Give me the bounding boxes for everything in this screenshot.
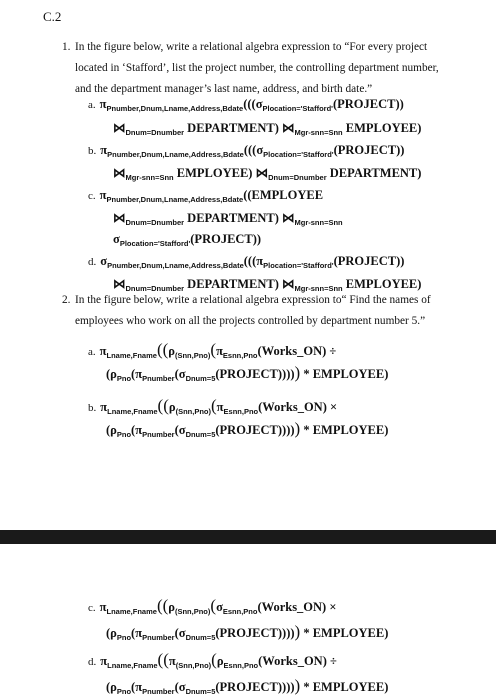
selection-symbol: σ xyxy=(255,97,263,111)
selection-condition: Dnum=5 xyxy=(185,633,216,642)
open-paren: ( xyxy=(131,423,136,437)
q1-option-c-label: c. xyxy=(88,190,96,202)
join-symbol: ⋈ xyxy=(255,166,269,180)
q1-option-b-line-1[interactable] xyxy=(88,143,404,158)
relation-name: EMPLOYEE xyxy=(251,188,324,202)
page-divider xyxy=(0,530,496,544)
relation-name: (Works_ON) xyxy=(257,344,327,358)
projection-symbol: π xyxy=(99,188,107,202)
open-paren: ( xyxy=(131,680,136,694)
join-symbol: ⋈ xyxy=(281,277,295,291)
relation-name: (Works_ON) xyxy=(257,600,327,614)
relation-name: EMPLOYEE) xyxy=(312,367,389,381)
relation-name: (PROJECT)))) xyxy=(215,367,295,381)
join-symbol: ⋈ xyxy=(281,211,295,225)
page-bottom xyxy=(0,544,496,700)
join-condition: Mgr-snn=Snn xyxy=(294,218,343,227)
projection-attributes: Lname,Fname xyxy=(106,607,157,616)
question-1-number: 1. xyxy=(62,41,71,53)
projection-condition: Plocation='Stafford' xyxy=(263,261,334,270)
rename-symbol: ρ xyxy=(168,400,176,414)
relation-name: DEPARTMENT) xyxy=(187,277,279,291)
relation-name: (PROJECT)) xyxy=(190,232,262,246)
open-parens: ((( xyxy=(243,254,257,268)
relation-name: EMPLOYEE) xyxy=(345,277,422,291)
q1-option-a-line-1[interactable] xyxy=(88,97,404,112)
relation-name: EMPLOYEE) xyxy=(312,423,389,437)
selection-symbol: σ xyxy=(178,367,186,381)
open-parens: (( xyxy=(243,188,252,202)
projection-attributes: Pnumber xyxy=(142,430,175,439)
relation-name: DEPARTMENT) xyxy=(329,166,422,180)
selection-condition: Plocation='Stafford' xyxy=(119,239,191,248)
selection-condition: Dnum=5 xyxy=(185,430,216,439)
projection-attributes: Lname,Fname xyxy=(106,351,157,360)
rename-symbol: (ρ xyxy=(106,680,117,694)
rename-attributes: Pno xyxy=(116,687,132,696)
rename-attributes: (Snn,Pno) xyxy=(175,407,211,416)
open-paren: ( xyxy=(174,626,179,640)
q2-option-a-line-2 xyxy=(106,363,388,383)
close-paren: ) xyxy=(294,419,301,438)
open-paren: ( xyxy=(174,423,179,437)
relation-name: EMPLOYEE) xyxy=(312,680,389,694)
natural-join-operator: * xyxy=(303,680,310,694)
projection-attributes: Pnumber,Dnum,Lname,Address,Bdate xyxy=(106,195,244,204)
division-operator: ÷ xyxy=(329,344,337,358)
join-condition: Dnum=Dnumber xyxy=(268,173,327,182)
join-symbol: ⋈ xyxy=(113,211,126,225)
question-2-line-1: In the figure below, write a relational algebra expression to“ Find the names of xyxy=(75,294,431,306)
relation-name: (PROJECT)))) xyxy=(215,423,295,437)
projection-attributes: (Snn,Pno) xyxy=(175,661,212,670)
section-heading: C.2 xyxy=(43,9,62,24)
join-condition: Mgr-snn=Snn xyxy=(294,284,343,293)
q1-option-c-line-1[interactable] xyxy=(88,188,323,203)
close-paren: ) xyxy=(294,622,301,641)
open-paren: ( xyxy=(211,396,217,415)
rename-symbol: ρ xyxy=(168,344,175,358)
q2-option-d-line-2 xyxy=(106,676,388,696)
question-1-line-1: In the figure below, write a relational algebra expression to “For every project xyxy=(75,41,428,53)
q2-option-c-line-1[interactable] xyxy=(88,596,336,616)
q2-option-b-line-2 xyxy=(106,419,388,439)
projection-attributes: Pnumber xyxy=(142,687,175,696)
selection-symbol: σ xyxy=(178,626,186,640)
selection-symbol: σ xyxy=(113,232,120,246)
q2-option-c-label: c. xyxy=(88,602,96,614)
projection-symbol: π xyxy=(99,97,107,111)
join-condition: Dnum=Dnumber xyxy=(125,128,185,137)
selection-attributes: Pnumber,Dnum,Lname,Address,Bdate xyxy=(107,261,244,270)
projection-symbol: π xyxy=(99,344,107,358)
close-paren: ) xyxy=(294,676,301,695)
open-paren: ( xyxy=(174,367,179,381)
projection-symbol: π xyxy=(100,400,108,414)
relation-name: (Works_ON) xyxy=(258,400,327,414)
natural-join-operator: * xyxy=(303,423,310,437)
selection-symbol: σ xyxy=(178,680,186,694)
natural-join-operator: * xyxy=(303,367,310,381)
join-symbol: ⋈ xyxy=(281,121,295,135)
projection-symbol: π xyxy=(99,600,107,614)
projection-symbol: π xyxy=(100,143,108,157)
cross-product-operator: × xyxy=(329,600,337,614)
selection-attributes: Esnn,Pno xyxy=(222,607,258,616)
q1-option-b-line-2 xyxy=(113,165,421,181)
join-symbol: ⋈ xyxy=(113,166,126,180)
open-parens: (( xyxy=(156,340,169,359)
q1-option-c-line-3 xyxy=(113,232,261,247)
open-paren: ( xyxy=(131,626,136,640)
projection-attributes: Pnumber xyxy=(142,633,175,642)
join-symbol: ⋈ xyxy=(113,121,126,135)
relation-name: EMPLOYEE) xyxy=(312,626,389,640)
question-1-line-3: and the department manager’s last name, address, and birth date.” xyxy=(75,83,373,95)
open-paren: ( xyxy=(174,680,179,694)
relation-name: DEPARTMENT) xyxy=(187,121,279,135)
q2-option-d-label: d. xyxy=(88,656,97,668)
join-symbol: ⋈ xyxy=(113,277,126,291)
cross-product-operator: × xyxy=(330,400,338,414)
join-condition: Dnum=Dnumber xyxy=(125,284,185,293)
selection-condition: Plocation='Stafford' xyxy=(262,104,333,113)
q2-option-d-line-1[interactable] xyxy=(88,650,337,670)
relation-name: EMPLOYEE) xyxy=(345,121,422,135)
relation-name: (Works_ON) xyxy=(258,654,327,668)
open-parens: (( xyxy=(157,650,169,669)
open-paren: ( xyxy=(211,650,217,669)
open-parens: (( xyxy=(156,596,169,615)
relation-name: DEPARTMENT) xyxy=(187,211,279,225)
relation-name: (PROJECT)))) xyxy=(215,626,295,640)
rename-attributes: (Snn,Pno) xyxy=(174,351,211,360)
projection-attributes: Esnn,Pno xyxy=(223,407,259,416)
q2-option-c-line-2 xyxy=(106,622,388,642)
rename-symbol: ρ xyxy=(216,654,224,668)
q1-option-c-line-2 xyxy=(113,210,343,226)
open-parens: (( xyxy=(157,396,169,415)
selection-symbol: σ xyxy=(256,143,264,157)
q1-option-d-line-1[interactable] xyxy=(88,254,404,269)
open-parens: ((( xyxy=(243,143,257,157)
selection-symbol: σ xyxy=(100,254,108,268)
relation-name: EMPLOYEE) xyxy=(176,166,253,180)
q1-option-a-label: a. xyxy=(88,99,96,111)
projection-attributes: Lname,Fname xyxy=(107,407,158,416)
join-condition: Dnum=Dnumber xyxy=(125,218,185,227)
projection-attributes: Pnumber,Dnum,Lname,Address,Bdate xyxy=(107,150,244,159)
projection-symbol: π xyxy=(135,626,143,640)
selection-condition: Dnum=5 xyxy=(185,374,216,383)
question-2-line-2: employees who work on all the projects controlled by department number 5.” xyxy=(75,315,426,327)
projection-symbol: π xyxy=(168,654,176,668)
rename-symbol: (ρ xyxy=(106,367,117,381)
q1-option-d-label: d. xyxy=(88,256,97,268)
projection-symbol: π xyxy=(256,254,264,268)
close-paren: ) xyxy=(294,363,301,382)
q2-option-a-label: a. xyxy=(88,346,96,358)
projection-symbol: π xyxy=(135,680,143,694)
rename-attributes: (Snn,Pno) xyxy=(174,607,211,616)
relation-name: (PROJECT)) xyxy=(333,143,405,157)
q2-option-a-line-1[interactable] xyxy=(88,340,336,360)
question-1-line-2: located in ‘Stafford’, list the project number, the controlling department number, xyxy=(75,62,439,74)
selection-condition: Plocation='Stafford' xyxy=(263,150,334,159)
projection-attributes: Pnumber xyxy=(142,374,175,383)
projection-symbol: π xyxy=(135,423,143,437)
q2-option-b-line-1[interactable] xyxy=(88,396,337,416)
selection-condition: Dnum=5 xyxy=(185,687,216,696)
projection-symbol: π xyxy=(100,654,108,668)
question-2-number: 2. xyxy=(62,294,71,306)
selection-symbol: σ xyxy=(178,423,186,437)
rename-attributes: Esnn,Pno xyxy=(223,661,259,670)
rename-symbol: ρ xyxy=(168,600,175,614)
relation-name: (PROJECT)))) xyxy=(215,680,295,694)
relation-name: (PROJECT)) xyxy=(332,97,404,111)
open-parens: ((( xyxy=(243,97,256,111)
projection-symbol: π xyxy=(135,367,143,381)
join-condition: Mgr-snn=Snn xyxy=(294,128,343,137)
rename-symbol: (ρ xyxy=(106,626,117,640)
division-operator: ÷ xyxy=(330,654,337,668)
projection-symbol: π xyxy=(216,344,223,358)
q2-option-b-label: b. xyxy=(88,402,97,414)
selection-symbol: σ xyxy=(216,600,223,614)
rename-attributes: Pno xyxy=(116,374,132,383)
q1-option-b-label: b. xyxy=(88,145,97,157)
projection-symbol: π xyxy=(216,400,224,414)
projection-attributes: Pnumber,Dnum,Lname,Address,Bdate xyxy=(106,104,244,113)
join-condition: Mgr-snn=Snn xyxy=(125,173,174,182)
rename-attributes: Pno xyxy=(116,430,132,439)
projection-attributes: Esnn,Pno xyxy=(222,351,258,360)
relation-name: (PROJECT)) xyxy=(333,254,405,268)
projection-attributes: Lname,Fname xyxy=(107,661,158,670)
q1-option-a-line-2 xyxy=(113,120,421,136)
rename-attributes: Pno xyxy=(116,633,132,642)
open-paren: ( xyxy=(210,596,217,615)
open-paren: ( xyxy=(210,340,217,359)
open-paren: ( xyxy=(131,367,136,381)
rename-symbol: (ρ xyxy=(106,423,117,437)
natural-join-operator: * xyxy=(303,626,310,640)
